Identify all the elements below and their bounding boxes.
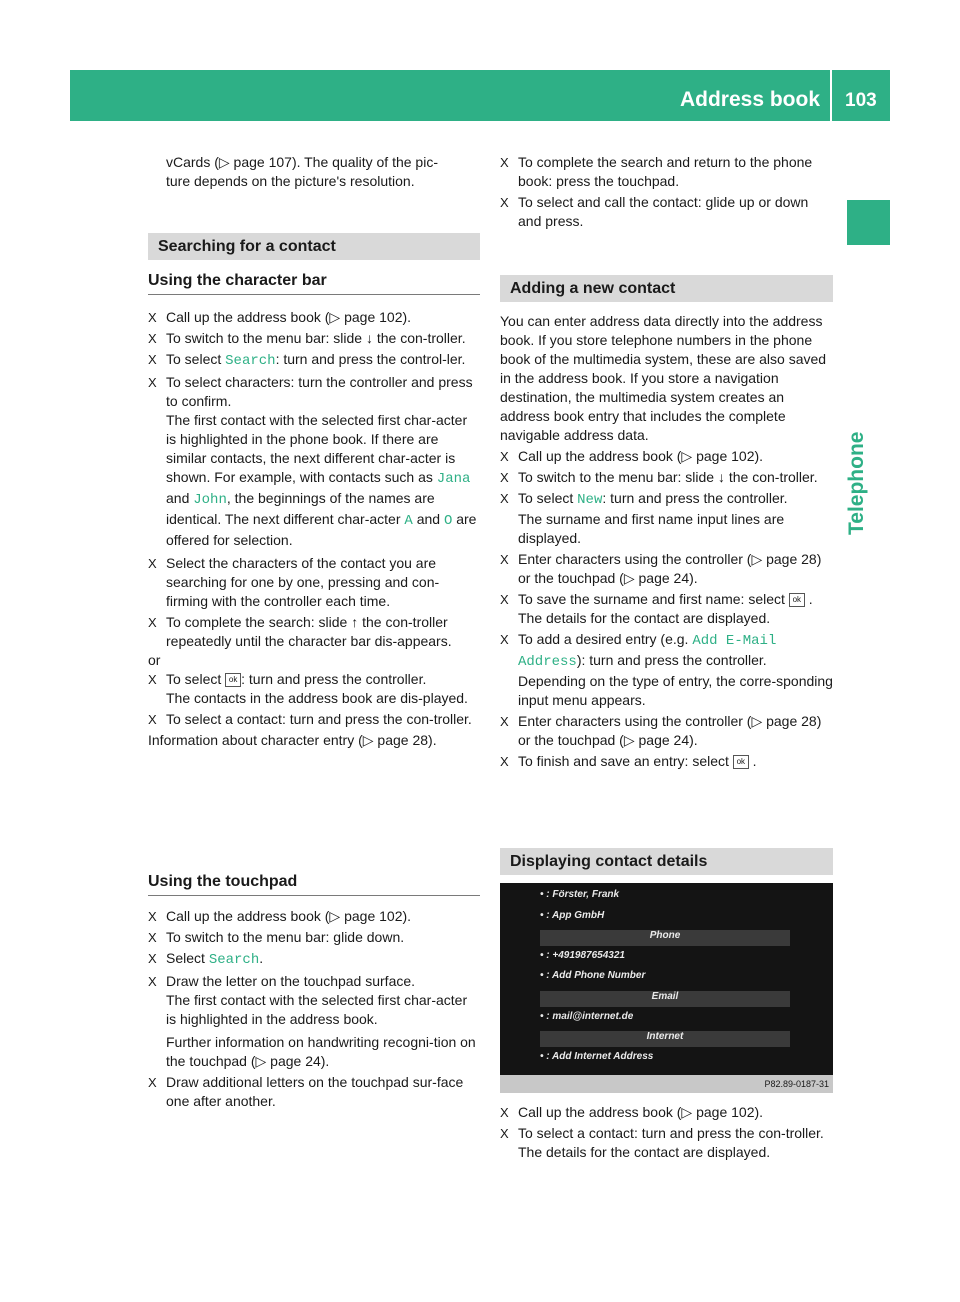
step: X Call up the address book (▷ page 102). [500,448,764,464]
steps-search-end [500,153,833,231]
step: X Enter characters using the controller (▷ page 28) or the touchpad (▷ page 24). [500,713,822,748]
section-heading-new-contact: Adding a new contact [500,275,833,302]
side-tab [847,200,890,245]
step: X Select Search. [148,950,264,968]
screen-row: • : App GmbH [540,910,605,921]
step: X To switch to the menu bar: glide down. [148,929,405,945]
chapter-label: Telephone [845,431,868,535]
step: X Select the characters of the contact you are searching for one by one, pressing and con-firming with the controller each time. [148,555,440,609]
screen-row: • : Add Internet Address [540,1051,654,1062]
step: X To complete the search and return to the phone book: press the touchpad. [500,154,813,189]
steps-contact-details [500,1103,833,1162]
step: X To select Search: turn and press the control-ler. [148,351,466,369]
subheading-touchpad: Using the touchpad [148,873,480,896]
step: X To select ok : turn and press the controller. The contacts in the address book are dis-played. [148,671,468,706]
screen-row-header: Email [540,991,790,1007]
steps-touchpad [148,907,480,1111]
step: X Call up the address book (▷ page 102). [148,309,412,325]
section-title: Address book [679,88,820,111]
step: X To finish and save an entry: select ok . [500,753,757,769]
step: X Draw the letter on the touchpad surface. The first contact with the selected first char-acter is highlighted in the address book. Further information on handwriting recogni-tion on the touchpad (▷ page 24). [148,973,476,1069]
steps-character-bar [148,308,480,750]
section-heading-search: Searching for a contact [148,233,480,260]
subheading-character-bar: Using the character bar [148,272,480,295]
new-contact-body: You can enter address data directly into the address book. If you store telephone numbers in the phone book of the multimedia system, these are also saved in the address book. If you store a navigation destination, the multimedia system creates an address book entry that includes the complete navigable address data. X Call up the address book (▷ page 102). X To switch to the menu bar: slide ↓ the con-troller. X To select New: turn and press the controller. The surname and first name input lines are displayed. X Enter characters using the controller (▷ page 28) or the touchpad (▷ page 24). X To save the surname and first name: select ok . The details for the contact are displayed. X To add a desired entry (e.g. Add E-Mail Address): turn and press the controller. Depending on the type of entry, the corre-sponding input menu appears. X Enter characters using the controller (▷ page 28) or the touchpad (▷ page 24). X To finish and save an entry: select ok . [500,313,833,769]
ok-icon: ok [789,593,805,607]
or-label: or [148,652,161,668]
step: X To complete the search: slide ↑ the con-troller repeatedly until the character bar dis-appears. [148,614,452,649]
contact-details-screenshot [500,883,833,1093]
page-number: 103 [845,90,877,111]
screen-row-header: Internet [540,1031,790,1047]
step: X To select characters: turn the controller and press to confirm. The first contact with the selected first char-acter is highlighted in the phone book. If there are similar contacts, the next different char-acter is shown. For example, with contacts such as Jana and John, the beginnings of the names are identical. The next different char-acter A and O are offered for selection. [148,374,477,548]
info-text: Information about character entry (▷ page 28). [148,732,437,748]
step: X To save the surname and first name: select ok . The details for the contact are displayed. [500,591,813,626]
step: X To select and call the contact: glide up or down and press. [500,194,809,229]
screen-row: • : mail@internet.de [540,1011,634,1022]
image-code: P82.89-0187-31 [500,1075,833,1093]
section-heading-contact-details: Displaying contact details [500,848,833,875]
step: X Enter characters using the controller (▷ page 28) or the touchpad (▷ page 24). [500,551,822,586]
intro-text: vCards (▷ page 107). The quality of the pic- ture depends on the picture's resolution. [166,154,438,189]
screen-row: • : Add Phone Number [540,970,646,981]
step: X To select New: turn and press the controller. The surname and first name input lines are displayed. [500,490,788,546]
step: X To switch to the menu bar: slide ↓ the con-troller. [148,330,466,346]
step: X To switch to the menu bar: slide ↓ the con-troller. [500,469,818,485]
ok-icon: ok [225,673,241,687]
step: X Call up the address book (▷ page 102). [500,1104,764,1120]
step: X To select a contact: turn and press the con-troller. [148,711,472,727]
step: X To add a desired entry (e.g. Add E-Mail Address): turn and press the controller. Depending on the type of entry, the corre-sponding input menu appears. [500,631,833,708]
step: X Call up the address book (▷ page 102). [148,908,412,924]
header-divider [830,70,832,121]
step: X Draw additional letters on the touchpad sur-face one after another. [148,1074,464,1109]
screen-row: • : Förster, Frank [540,889,620,900]
screen-row: • : +491987654321 [540,950,625,961]
ok-icon: ok [733,755,749,769]
screen-row-header: Phone [540,930,790,946]
step: X To select a contact: turn and press the con-troller. The details for the contact are displayed. [500,1125,824,1160]
